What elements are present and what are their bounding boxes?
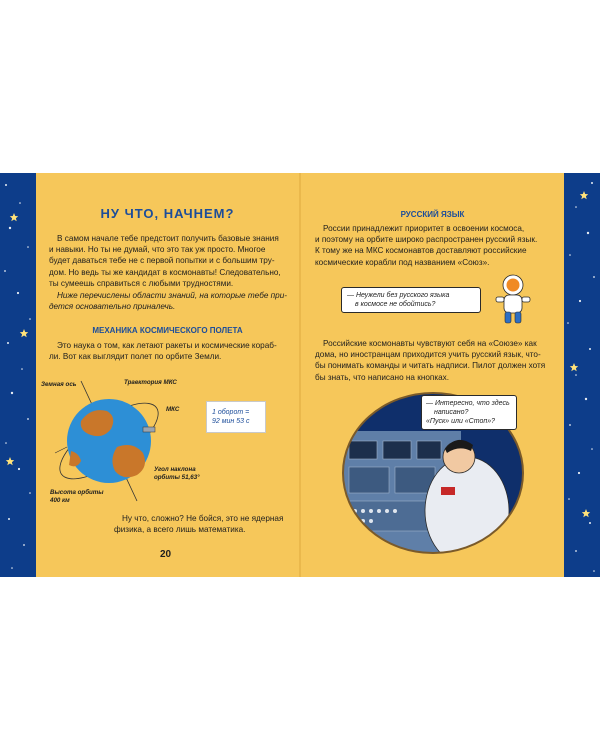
text-line: К тому же на МКС космонавтов доставляют российские <box>315 246 527 256</box>
text-line: Высота орбиты <box>50 489 104 496</box>
text-line: 1 оборот = <box>212 409 250 416</box>
right-page <box>301 173 564 577</box>
text-line: Ниже перечислены области знаний, на которые тебе при- <box>57 291 288 300</box>
mechanics-paragraph <box>49 340 294 362</box>
page-title: НУ ЧТО, НАЧНЕМ? <box>100 206 235 221</box>
left-page <box>36 173 299 577</box>
text-line: космические корабли под названием «Союз». <box>315 257 490 267</box>
label-earth-axis: Земная ось <box>41 381 77 388</box>
text-line: Российские космонавты чувствуют себя на «Союзе» как <box>323 339 537 348</box>
speech-bubble-buttons <box>421 395 517 430</box>
orbit-note-card <box>206 401 266 433</box>
label-iss-trajectory: Траектория МКС <box>124 379 177 386</box>
speech-bubble-question <box>341 287 481 313</box>
label-iss: МКС <box>166 406 180 413</box>
text-line: Ну что, сложно? Не бойся, это не ядерная <box>122 514 284 523</box>
text-line: и поэтому на орбите широко распространен русский язык. <box>315 235 538 245</box>
text-line: Угол наклона <box>154 466 196 473</box>
text-line: дется основательно приналечь. <box>49 302 176 312</box>
label-inclination <box>154 466 200 481</box>
iss-icon <box>143 427 155 432</box>
stars-decoration <box>564 173 600 577</box>
page-number: 20 <box>160 549 172 560</box>
text-line: бы знать, что написано на кнопках. <box>315 372 450 382</box>
text-line: написано? <box>434 409 469 416</box>
text-line: Это наука о том, как летают ракеты и космические кораб- <box>57 341 277 350</box>
russian-paragraph-2 <box>315 338 560 383</box>
text-line: ли. Вот как выглядит полет по орбите Земли. <box>49 352 222 362</box>
text-line: бы понимать команды и читать надписи. Пилот должен хотя <box>315 361 546 371</box>
starry-border-right <box>564 173 600 577</box>
text-line: 92 мин 53 с <box>212 418 250 425</box>
text-line: — Неужели без русского языка <box>347 292 450 299</box>
section-title-mechanics: МЕХАНИКА КОСМИЧЕСКОГО ПОЛЕТА <box>92 326 243 335</box>
book-spread <box>0 173 600 577</box>
text-line: и навыки. Но ты не думай, что это так уж просто. Многое <box>49 245 266 255</box>
text-line: 400 км <box>50 496 70 504</box>
intro-paragraph <box>49 233 294 289</box>
areas-paragraph <box>49 290 294 312</box>
text-line: физика, а всего лишь математика. <box>114 525 246 535</box>
text-line: «Пуск» или «Стоп»? <box>426 418 496 425</box>
text-line: России принадлежит приоритет в освоении космоса, <box>323 224 525 233</box>
russian-paragraph-1 <box>315 223 560 268</box>
stars-decoration <box>0 173 36 577</box>
text-line: дом. Но ведь ты же кандидат в космонавты! Следовательно, <box>49 267 281 277</box>
section-title-russian: РУССКИЙ ЯЗЫК <box>400 210 465 219</box>
text-line: ты сумеешь справиться с любыми трудностями. <box>49 278 234 288</box>
text-line: орбиты 51,63° <box>154 473 200 481</box>
closing-paragraph <box>114 513 296 535</box>
text-line: в космосе не обойтись? <box>355 301 436 308</box>
astronaut-illustration <box>493 271 533 327</box>
text-line: — Интересно, что здесь <box>426 400 510 407</box>
label-altitude <box>50 489 104 504</box>
text-line: будет даваться тебе не с первой попытки и с большим тру- <box>49 256 275 266</box>
starry-border-left <box>0 173 36 577</box>
text-line: дома, но иностранцам приходится учить русский язык, что- <box>315 350 541 360</box>
text-line: В самом начале тебе предстоит получить базовые знания <box>57 234 279 243</box>
visor-shape <box>507 279 520 292</box>
